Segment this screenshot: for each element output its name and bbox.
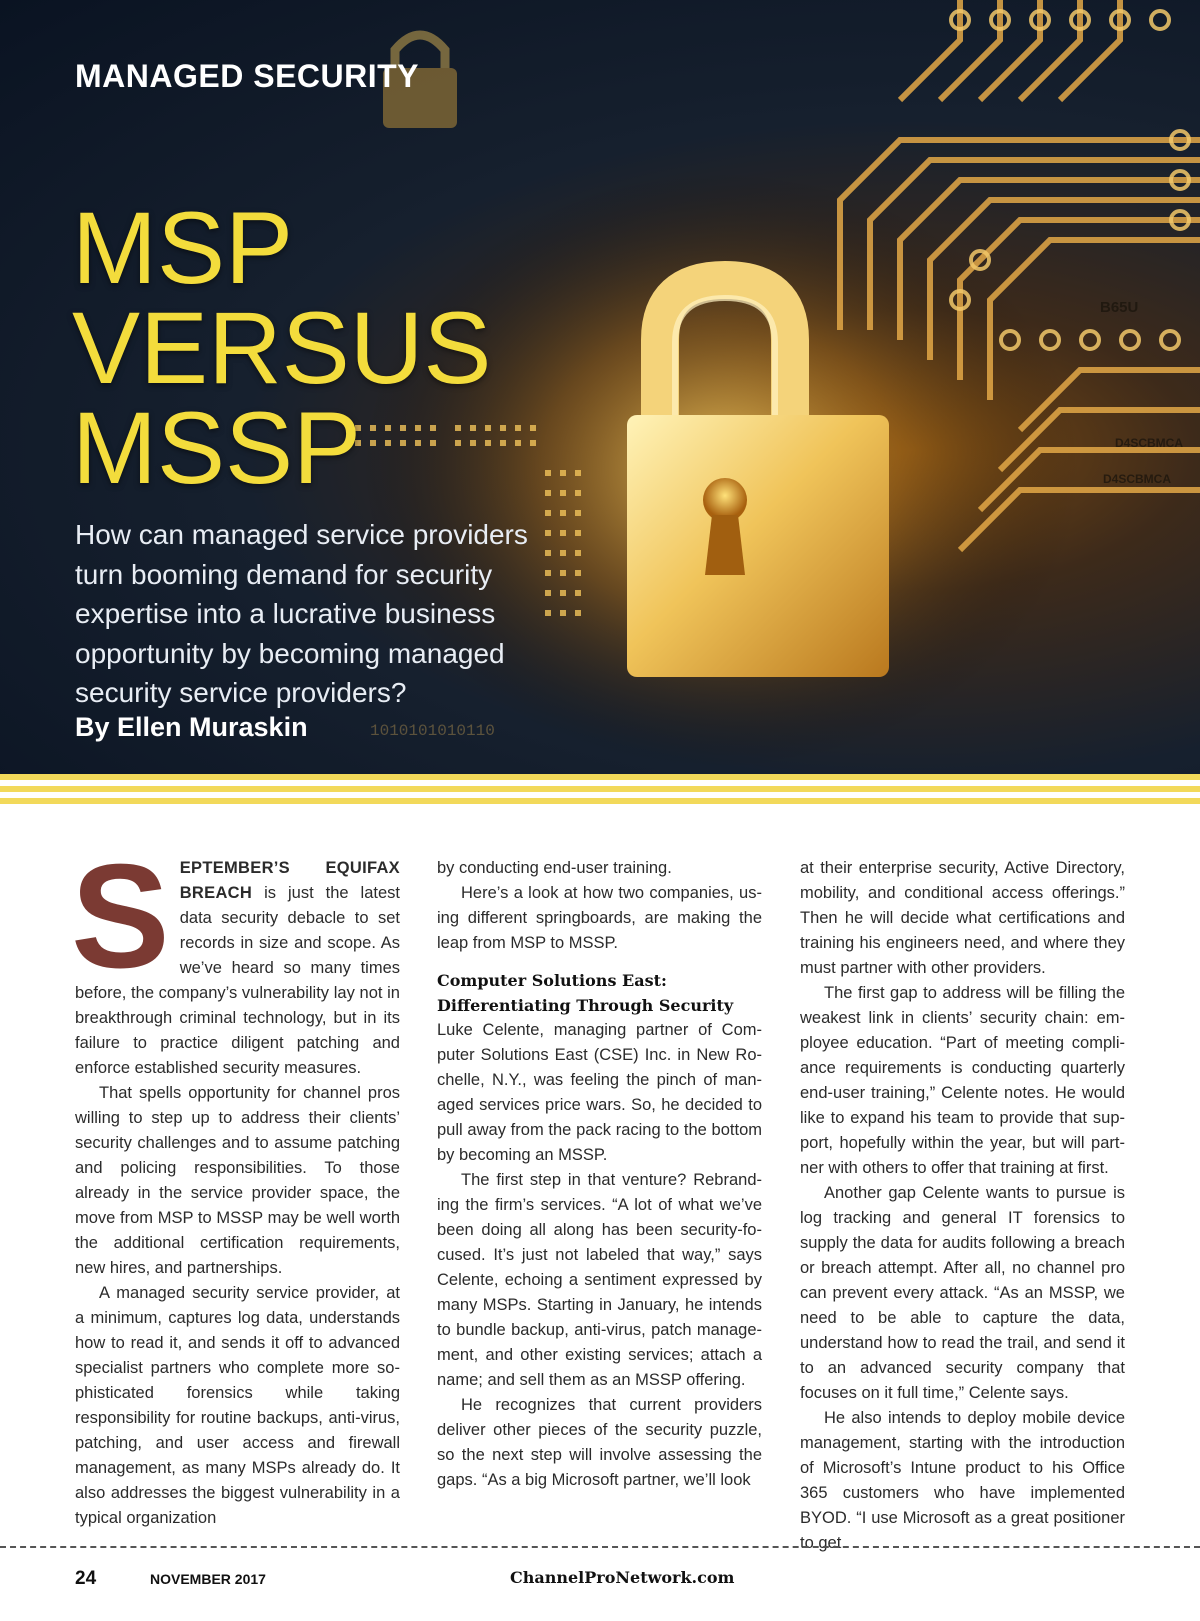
stripe	[0, 798, 1200, 804]
stripe	[0, 786, 1200, 792]
paragraph: He recognizes that current providers deliver other pieces of the security puzzle, so the next step will involve assessing the gaps. “As a big Microsoft partner, we’ll look	[437, 1396, 762, 1489]
paragraph: The first gap to address will be filling the weakest link in clients’ security chain: employee education. “Part of meeting compliance requirements is conducting quarterly end-user training,” Celente notes. He would like to expand his team to provide that support, hopefully within the year, but will partner with others to offer that training at first.	[800, 984, 1125, 1177]
headline-line: MSSP	[72, 391, 362, 505]
subhead-line: Computer Solutions East:	[437, 971, 667, 990]
paragraph: Here’s a look at how two companies, using different springboards, are making the leap from MSP to MSSP.	[437, 884, 762, 952]
article-column-2	[437, 856, 762, 1493]
binary-text: 1010101010110	[370, 722, 495, 740]
paragraph: He also intends to deploy mobile device management, starting with the introduction of Microsoft’s Intune product to his Office 365 customers who have implemented BYOD. “I use Microsoft as a great positioner to get	[800, 1409, 1125, 1552]
chip-label: D4SCBMCA	[1115, 436, 1184, 450]
decorative-stripes	[0, 774, 1200, 810]
footer-divider	[0, 1546, 1200, 1548]
lead-caps: EPTEMBER’S EQUIFAX BREACH	[179, 859, 400, 902]
paragraph: by conducting end-user training.	[437, 859, 672, 877]
headline-line: MSP	[72, 191, 294, 305]
lead-paragraph	[71, 834, 400, 1081]
deck-line: expertise into a lucrative business	[75, 598, 496, 629]
paragraph: The first step in that venture? Rebranding the firm’s services. “A lot of what we’ve been doing all along has been security-focused. It’s just not labeled that way,” says Celente, echoing a sentiment expressed by many MSPs. Starting in January, he intends to bundle backup, anti-virus, patch management, and other existing services; attach a name; and sell them as an MSSP offering.	[437, 1171, 762, 1389]
deck-line: How can managed service providers	[75, 519, 528, 550]
paragraph: That spells opportunity for channel pros willing to step up to address their clients’ security challenges and to assume patching and policing responsibilities. To those already in the service provider space, the move from MSP to MSSP may be well worth the additional certification requirements, new hires, and partnerships.	[75, 1084, 400, 1277]
chip-label: B65U	[1100, 299, 1139, 316]
paragraph: Luke Celente, managing partner of Computer Solutions East (CSE) Inc. in New Rochelle, N.Y., was feeling the pinch of managed services price wars. So, he decided to pull away from the pack racing to the bottom by becoming an MSSP.	[437, 1021, 762, 1164]
drop-cap: S	[71, 834, 170, 999]
section-label: MANAGED SECURITY	[75, 58, 420, 94]
paragraph: Another gap Celente wants to pursue is log tracking and general IT forensics to supply the data for audits following a breach or breach attempt. After all, no channel pro can prevent every attack. “As an MSSP, we need to be able to capture the data, understand how to read the trail, and send it to an advanced security company that focuses on it full time,” Celente says.	[800, 1184, 1125, 1402]
article-column-1	[71, 834, 400, 1531]
site-url: ChannelProNetwork.com	[510, 1568, 735, 1587]
stripe	[0, 774, 1200, 780]
issue-date: NOVEMBER 2017	[150, 1571, 266, 1587]
headline	[72, 191, 492, 505]
subhead-line: Differentiating Through Security	[437, 996, 734, 1015]
deck-line: security service providers?	[75, 677, 407, 708]
article-column-3	[800, 856, 1125, 1556]
byline: By Ellen Muraskin	[75, 712, 308, 742]
headline-line: VERSUS	[72, 291, 492, 405]
chip-label: D4SCBMCA	[1103, 472, 1172, 486]
hero-banner	[0, 0, 1200, 776]
paragraph-text: is just the latest data security debacle to set records in size and scope. As we’ve heard so many times before, the company’s vulnerability lay not in breakthrough criminal technology, but in its failure to practice diligent patching and enforce established security measures.	[75, 884, 400, 1077]
deck-line: opportunity by becoming managed	[75, 637, 505, 669]
paragraph: A managed security service provider, at a minimum, captures log data, understands how to read it, and sends it off to advanced specialist partners who complete more sophisticated forensics while taking responsibility for routine backups, anti-virus, patching, and user access and firewall management, as many MSPs already do. It also addresses the biggest vulnerability in a typical organization	[75, 1284, 400, 1527]
deck-subtitle	[75, 515, 595, 713]
paragraph: at their enterprise security, Active Directory, mobility, and conditional access offerings.” Then he will decide what certifications and training his engineers need, and where they must partner with other providers.	[800, 859, 1125, 977]
subhead	[437, 968, 762, 1018]
page-number: 24	[75, 1568, 97, 1589]
deck-line: turn booming demand for security	[75, 558, 493, 590]
